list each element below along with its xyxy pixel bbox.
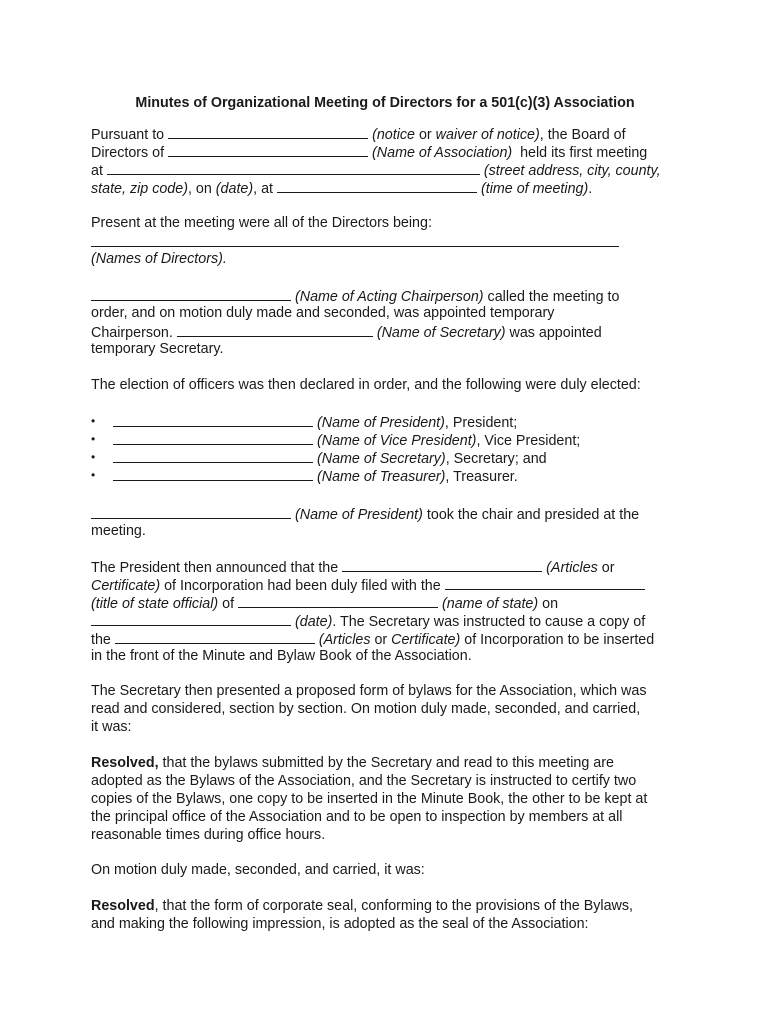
text: , the Board of — [539, 127, 626, 143]
para6-line1 — [91, 557, 615, 575]
para6-line2 — [91, 575, 645, 593]
para7-line2: read and considered, section by section. On motion duly made, seconded, and carried, — [91, 701, 641, 717]
para3-line1 — [91, 286, 619, 304]
text: of Incorporation had been duly filed with the — [160, 578, 445, 594]
text: , President; — [444, 415, 518, 431]
directors-of-blank[interactable] — [168, 142, 368, 157]
text: (Name of President) — [294, 507, 423, 523]
para3-line4: temporary Secretary. — [91, 341, 224, 357]
para8-line1 — [91, 754, 614, 772]
text: that the bylaws submitted by the Secretary and read to this meeting are — [158, 755, 614, 771]
text: , that the form of corporate seal, conforming to the provisions of the Bylaws, — [154, 898, 633, 914]
text: called the meeting to — [483, 289, 620, 305]
text: (date) — [215, 181, 254, 197]
text: or — [370, 632, 392, 648]
para8-line3: copies of the Bylaws, one copy to be inserted in the Minute Book, the other to be kept at — [91, 791, 648, 807]
text: waiver of notice) — [435, 127, 540, 143]
text: took the chair and presided at the — [422, 507, 640, 523]
text: . — [588, 181, 593, 197]
time-blank[interactable] — [277, 178, 477, 193]
para6-line6: in the front of the Minute and Bylaw Book of the Association. — [91, 648, 472, 664]
text: (notice — [372, 127, 415, 143]
president-chair-blank[interactable] — [91, 504, 291, 519]
text: at — [91, 163, 107, 179]
secretary-blank[interactable] — [177, 322, 373, 337]
para1-line1 — [91, 124, 626, 142]
text: or — [415, 127, 436, 143]
para7-line1: The Secretary then presented a proposed form of bylaws for the Association, which was — [91, 683, 647, 699]
text: of — [218, 596, 239, 612]
text: , Vice President; — [476, 433, 581, 449]
text: (time of meeting) — [480, 181, 589, 197]
text: Resolved, — [91, 755, 159, 771]
text: (title of state official) — [91, 596, 219, 612]
text: (Name of Vice President) — [316, 433, 477, 449]
filing-date-blank[interactable] — [91, 611, 291, 626]
text: , Treasurer. — [445, 469, 518, 485]
text: of Incorporation to be inserted — [460, 632, 655, 648]
text: (street address, city, county, — [483, 163, 661, 179]
articles-blank[interactable] — [342, 557, 542, 572]
para10-line1 — [91, 897, 633, 915]
text: state, zip code) — [91, 181, 188, 197]
para1-line2 — [91, 142, 647, 160]
text: (Name of Acting Chairperson) — [294, 289, 484, 305]
para10-line2: and making the following impression, is adopted as the seal of the Association: — [91, 916, 589, 932]
para8-line2: adopted as the Bylaws of the Association, and the Secretary is instructed to certify two — [91, 773, 637, 789]
treasurer-blank[interactable] — [113, 466, 313, 481]
text: Certificate) — [91, 578, 161, 594]
para1-line3 — [91, 160, 661, 178]
bullet-icon: • — [91, 468, 96, 482]
text: (Name of Association) — [372, 145, 513, 161]
para2-line3: (Names of Directors). — [91, 251, 227, 267]
para2-line2 — [91, 232, 619, 250]
text: (Articles — [546, 560, 598, 576]
bullet-icon: • — [91, 450, 96, 464]
state-official-blank[interactable] — [238, 593, 438, 608]
para7-line3: it was: — [91, 719, 132, 735]
para5-line2: meeting. — [91, 523, 146, 539]
text: (date) — [294, 614, 333, 630]
text: (Name of Secretary) — [376, 325, 506, 341]
para3-line2: order, and on motion duly made and seconded, was appointed temporary — [91, 305, 555, 321]
para9-line1: On motion duly made, seconded, and carried, it was: — [91, 862, 425, 878]
text: . The Secretary was instructed to cause a copy of — [332, 614, 646, 630]
text: on — [538, 596, 559, 612]
text: Resolved — [91, 898, 155, 914]
para5-line1 — [91, 504, 639, 522]
para8-line4: the principal office of the Association and to be open to inspection by members at all — [91, 809, 623, 825]
directors-names-blank[interactable] — [91, 232, 619, 247]
vice-president-blank[interactable] — [113, 430, 313, 445]
text: (Name of President) — [316, 415, 445, 431]
text: (name of state) — [442, 596, 539, 612]
para1-line4 — [91, 178, 592, 196]
page-title: Minutes of Organizational Meeting of Directors for a 501(c)(3) Association — [135, 95, 635, 111]
text: the — [91, 632, 115, 648]
para6-line4 — [91, 611, 645, 629]
bullet-icon: • — [91, 414, 96, 428]
secretary-officer-blank[interactable] — [113, 448, 313, 463]
notice-blank[interactable] — [168, 124, 368, 139]
text: , at — [253, 181, 277, 197]
para6-line5 — [91, 629, 654, 647]
text: , on — [187, 181, 216, 197]
text: (Name of Secretary) — [316, 451, 446, 467]
text: Chairperson. — [91, 325, 177, 341]
para8-line5: reasonable times during office hours. — [91, 827, 326, 843]
bullet-icon: • — [91, 432, 96, 446]
para2-line1: Present at the meeting were all of the Directors being: — [91, 215, 432, 231]
para4-line1: The election of officers was then declared in order, and the following were duly elected: — [91, 377, 641, 393]
text: was appointed — [505, 325, 602, 341]
president-blank[interactable] — [113, 412, 313, 427]
address-blank[interactable] — [107, 160, 480, 175]
text: Pursuant to — [91, 127, 169, 143]
para6-line3 — [91, 593, 558, 611]
text: (Articles — [318, 632, 371, 648]
text: or — [597, 560, 615, 576]
text: , Secretary; and — [445, 451, 547, 467]
para3-line3 — [91, 322, 602, 340]
articles-copy-blank[interactable] — [115, 629, 315, 644]
text: (Name of Treasurer) — [316, 469, 446, 485]
filed-with-blank[interactable] — [445, 575, 645, 590]
text: Certificate) — [391, 632, 461, 648]
text: held its first meeting — [512, 145, 648, 161]
chairperson-blank[interactable] — [91, 286, 291, 301]
text: Directors of — [91, 145, 169, 161]
text: The President then announced that the — [91, 560, 343, 576]
